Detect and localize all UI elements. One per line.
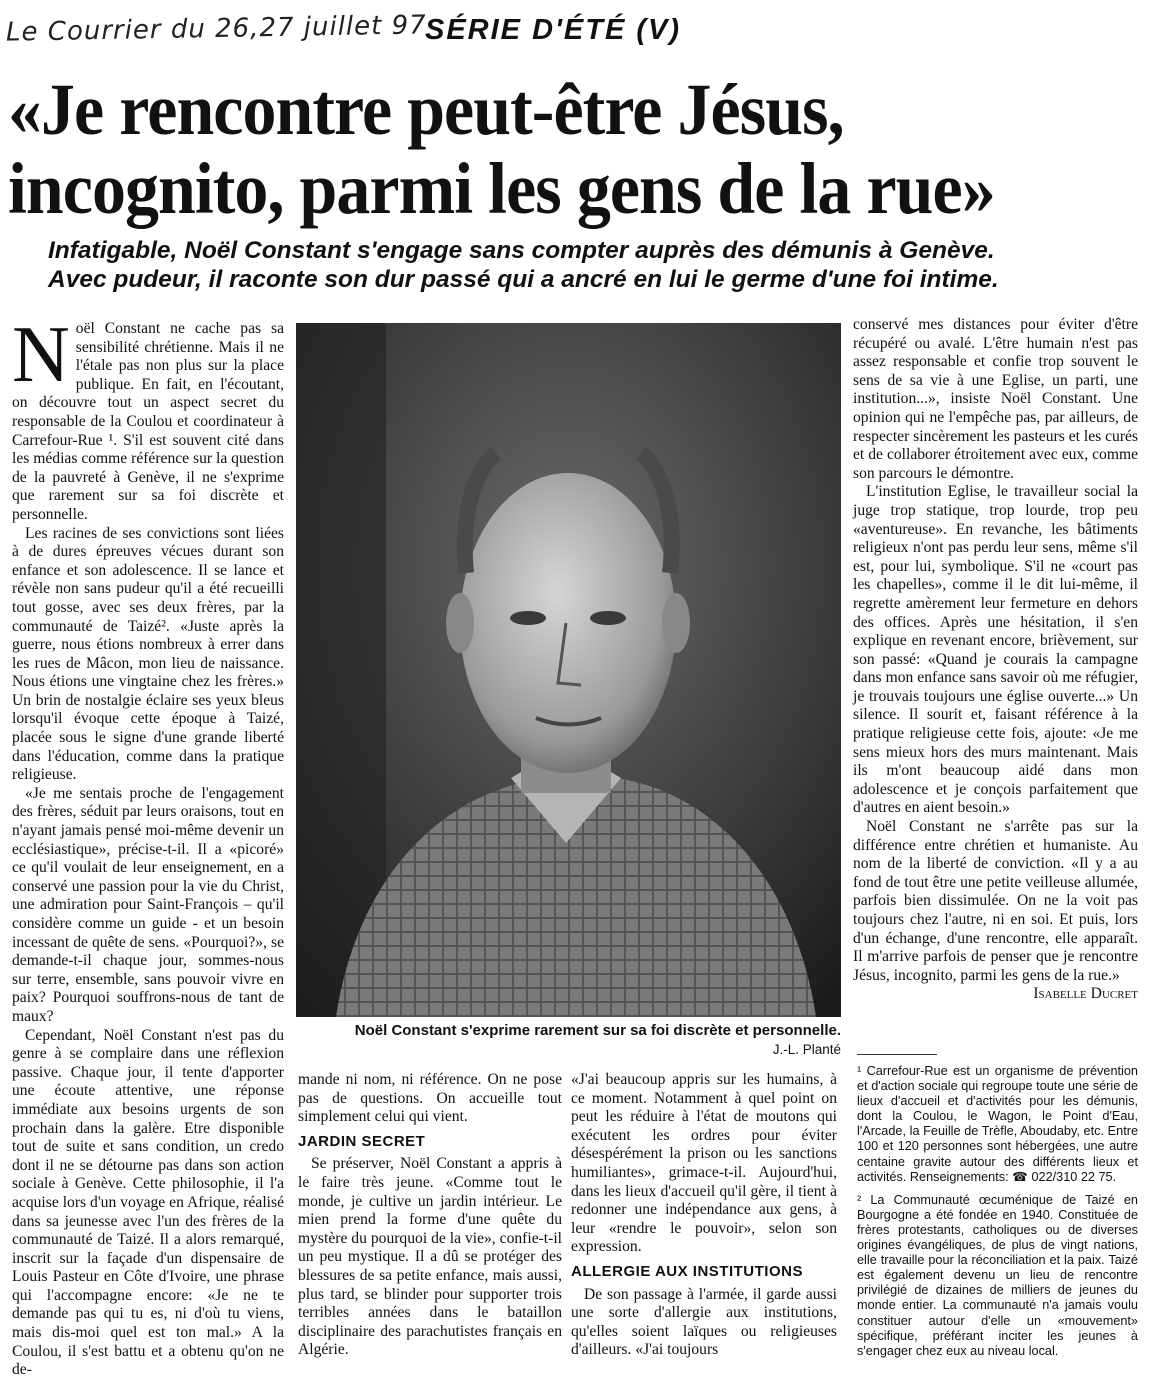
paragraph: De son passage à l'armée, il garde aussi une sorte d'allergie aux institutions, qu'elles soient laïques ou religieuses d'ailleurs. «J'ai toujours: [571, 1285, 837, 1359]
paragraph: Noël Constant ne cache pas sa sensibilité chrétienne. Mais il ne l'étale pas non plus sur la place publique. En fait, en l'écoutant, on découvre tout un aspect secret du responsable de la Coulou et coordinateur à Carrefour-Rue ¹. S'il est souvent cité dans les médias comme référence sur la question de la pauvreté à Genève, il ne s'exprime que rarement sur sa foi discrète et personnelle.: [12, 311, 284, 523]
author-signature: Isabelle Ducret: [1033, 985, 1138, 1003]
article-column-3: [571, 1071, 837, 1360]
series-label: SÉRIE D'ÉTÉ (V): [425, 14, 682, 46]
paragraph: Se préserver, Noël Constant a appris à le faire très jeune. «Comme tout le monde, je cultive un jardin intérieur. Le mien prend la forme d'une quête du mystère du pourquoi de la vie», confie-t-il un peu mystique. Il a dû se protéger des blessures de sa petite enfance, mais aussi, plus tard, se blinder pour supporter trois terribles années dans le bataillon disciplinaire des parachutistes français en Algérie.: [298, 1155, 562, 1359]
handwritten-date-note: Le Courrier du 26,27 juillet 97: [5, 10, 427, 48]
photo-credit: J.-L. Planté: [772, 1042, 841, 1057]
footnote-1: ¹ Carrefour-Rue est un organisme de prévention et d'action sociale qui regroupe toute une série de lieux d'accueil et d'activités pour les démunis, dont la Coulou, le Wagon, le Point d'Eau, l'Arcade, la Feuille de Trèfle, Aboudaby, etc. Entre 100 et 120 personnes sont hébergées, une autre centaine gravite autour des différents lieux et activités. Renseignements: ☎ 022/310 22 75.: [857, 1064, 1138, 1184]
byline: [853, 985, 1138, 1004]
headline: [8, 70, 1068, 228]
footnotes: [857, 1064, 1138, 1367]
dropcap: N: [12, 311, 70, 399]
paragraph: L'institution Eglise, le travailleur social la juge trop statique, trop lourde, trop peu «aventureuse». En revanche, les bâtiments religieux n'ont pas perdu leur sens, même s'il est, pour lui, symbolique. S'il ne «court pas les chapelles», comme il le dit lui-même, il regrette amèrement leur fermeture en dehors des offices. Après une hésitation, il s'en explique en revenant encore, brièvement, sur son passé: «Quand je courais la campagne dans mon enfance sans savoir où me réfugier, je trouvais toujours une église ouverte...» Un silence. Il sourit et, faisant référence à la pratique religieuse cette fois, ajoute: «Je me sens mieux hors des murs maintenant. Mais ils m'ont beaucoup aidé dans mon adolescence et je conçois parfaitement que d'autres en aient besoin.»: [853, 483, 1138, 817]
footnote-rule: [857, 1054, 937, 1055]
headline-line-2: incognito, parmi les gens de la rue»: [8, 148, 995, 229]
article-column-2: [298, 1071, 562, 1360]
photo-caption: Noël Constant s'exprime rarement sur sa foi discrète et personnelle.: [354, 1022, 841, 1039]
subhead-allergie-aux-institutions: ALLERGIE AUX INSTITUTIONS: [571, 1262, 803, 1280]
article-column-1: [12, 311, 284, 1380]
subhead-jardin-secret: JARDIN SECRET: [298, 1132, 426, 1150]
article-column-4: [853, 316, 1138, 1004]
paragraph: mande ni nom, ni référence. On ne pose pas de questions. On accueille tout simplement celui qui vient.: [298, 1071, 562, 1126]
lede-line-1: Infatigable, Noël Constant s'engage sans compter auprès des démunis à Genève.: [48, 237, 995, 264]
paragraph: Noël Constant ne s'arrête pas sur la différence entre chrétien et humaniste. Au nom de la liberté de conviction. «Il y a au fond de tout être une petite veilleuse allumée, parfois bien dissimulée. On ne la voit pas toujours chez l'autre, ni en soi. Et puis, lors d'un échange, d'une rencontre, elle apparaît. Il m'arrive parfois de penser que je rencontre Jésus, incognito, parmi les gens de la rue.»: [853, 818, 1138, 984]
headline-line-1: «Je rencontre peut-être Jésus,: [8, 69, 844, 150]
portrait-photo: [296, 323, 841, 1017]
paragraph: conservé mes distances pour éviter d'être récupéré ou avalé. L'être humain n'est pas assez responsable et confie trop souvent le sens de sa vie à une Eglise, un parti, une institution...», insiste Noël Constant. Une opinion qui ne l'empêche pas, par ailleurs, de respecter sincèrement les pasteurs et les curés et de collaborer étroitement avec eux, comme son parcours le démontre.: [853, 316, 1138, 482]
paragraph: «Je me sentais proche de l'engagement des frères, séduit par leurs oraisons, tout en n'ayant jamais pensé moi-même devenir un ecclésiastique», précise-t-il. Il a «picoré» ce qu'il voulait de leur enseignement, en a conservé une passion pour la vie du Christ, une admiration pour Saint-François – qu'il considère comme un guide - et un besoin incessant de quête de sens. «Pourquoi?», se demande-t-il chaque jour, sommes-nous sur terre, ensemble, sans pouvoir vivre en paix? Pourquoi souffrons-nous de tant de maux?: [12, 784, 284, 1025]
footnote-2: ² La Communauté œcuménique de Taizé en Bourgogne a été fondée en 1940. Constituée de frères protestants, catholiques ou de diverses origines évangéliques, de plus de vingt nations, elle travaille pour la réconciliation et la paix. Taizé est également devenu un lieu de rencontre privilégié de dizaines de milliers de jeunes du monde entier. La communauté n'a jamais voulu constituer autour d'elle un «mouvement» spécifique, préférant inciter les jeunes à s'engager chez eux au niveau local.: [857, 1192, 1138, 1358]
lede: [48, 236, 1148, 294]
paragraph: «J'ai beaucoup appris sur les humains, à ce moment. Notamment à quel point on peut les réduire à l'état de moutons qui exécutent les ordres pour éviter désespérément la prison ou les sanctions humiliantes», grimace-t-il. Aujourd'hui, dans les lieux d'accueil qu'il gère, il tient à redonner une indépendance aux gens, à leur «rendre le pouvoir», selon son expression.: [571, 1071, 837, 1256]
portrait-illustration: [296, 323, 841, 1017]
paragraph: Cependant, Noël Constant n'est pas du genre à se complaire dans une réflexion passive. Chaque jour, il tente d'apporter une écoute attentive, une réponse immédiate aux besoins urgents de son prochain dans la galère. Etre disponible tout de suite et sans condition, un credo dont il ne se détourne pas dans son action sociale à Genève. Cette philosophie, il l'a acquise lors d'un voyage en Afrique, réalisé dans sa jeunesse avec l'un des frères de la communauté de Taizé. Il a alors remarqué, inscrit sur la façade d'un dispensaire de Louis Pasteur en Côte d'Ivoire, une phrase qui l'accompagne encore: «Je ne te demande pas qui tu es, ni d'où tu viens, mais dis-moi quel est ton mal.» A la Coulou, il s'est battu et a obtenu qu'on ne de-: [12, 1026, 284, 1379]
paragraph: Les racines de ses convictions sont liées à de dures épreuves vécues durant son enfance et son adolescence. Il se lance et révèle non sans pudeur qu'il a été recueilli tout gosse, avec ses deux frères, par la communauté de Taizé². «Juste après la guerre, nous étions nombreux à errer dans les rues de Mâcon, mon lieu de naissance. Nous étions une vingtaine chez les frères.» Un brin de nostalgie éclaire ses yeux bleus lorsqu'il évoque cette époque à Taizé, placée sous le signe d'une grande liberté dans l'éducation, comme dans la pratique religieuse.: [12, 524, 284, 784]
lede-line-2: Avec pudeur, il raconte son dur passé qui a ancré en lui le germe d'une foi intime.: [48, 266, 999, 293]
